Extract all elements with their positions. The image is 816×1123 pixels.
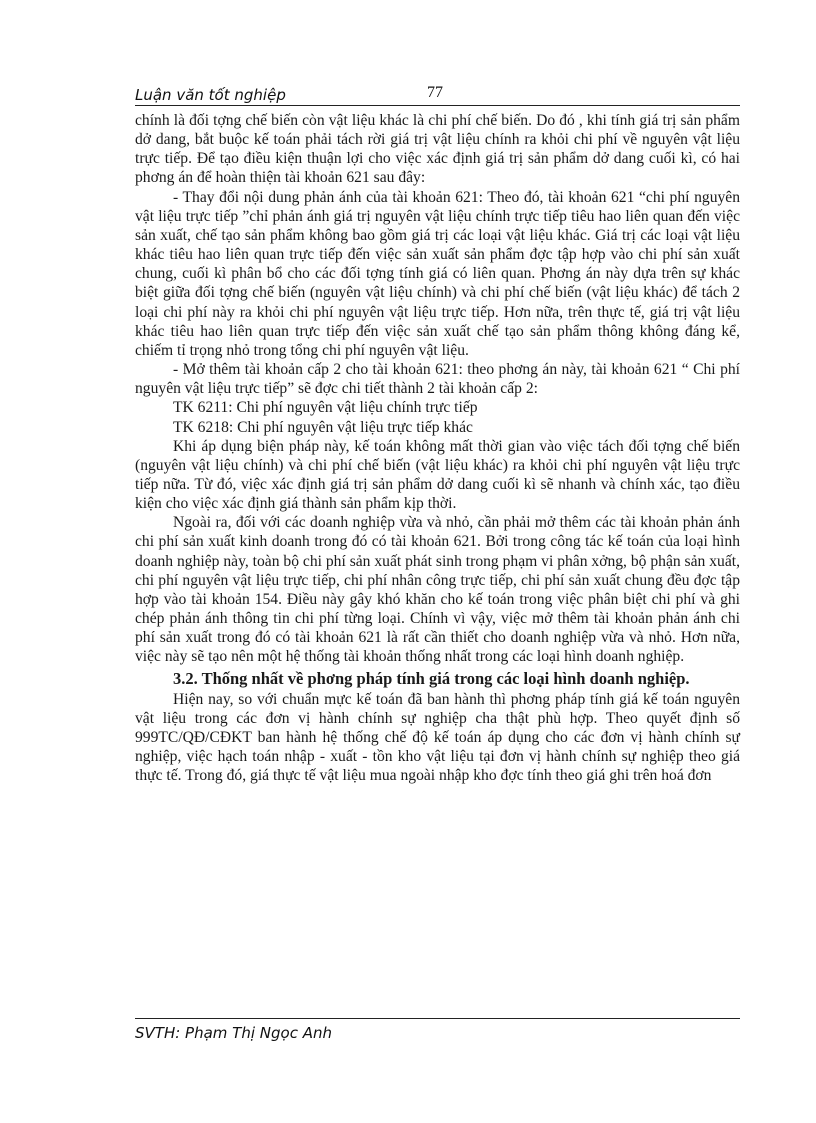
paragraph: - Mở thêm tài khoản cấp 2 cho tài khoản 621: theo phơng án này, tài khoản 621 “ Chi phí nguyên vật liệu trực tiếp” sẽ đợc chi tiết thành 2 tài khoản cấp 2: (135, 361, 740, 398)
paragraph: chính là đối tợng chế biến còn vật liệu khác là chi phí chế biến. Do đó , khi tính giá trị sản phẩm dở dang, bắt buộc kế toán phải tách rời giá trị vật liệu chính ra khỏi chi phí về nguyên vật liệu trực tiếp. Để tạo điều kiện thuận lợi cho việc xác định giá trị sản phẩm dở dang cuối kì, có hai phơng án để hoàn thiện tài khoản 621 sau đây: (135, 112, 740, 187)
page-number: 77 (427, 84, 443, 101)
paragraph: Hiện nay, so với chuẩn mực kế toán đã ban hành thì phơng pháp tính giá kế toán nguyên vật liệu trong các đơn vị hành chính sự nghiệp cha thật phù hợp. Theo quyết định số 999TC/QĐ/CĐKT ban hành hệ thống chế độ kế toán áp dụng cho các đơn vị hành chính sự nghiệp, việc hạch toán nhập - xuất - tồn kho vật liệu tại đơn vị hành chính sự nghiệp theo giá thực tế. Trong đó, giá thực tế vật liệu mua ngoài nhập kho đợc tính theo giá ghi trên hoá đơn (135, 690, 740, 785)
paragraph: Khi áp dụng biện pháp này, kế toán không mất thời gian vào việc tách đối tợng chế biến (nguyên vật liệu chính) và chi phí chế biến (vật liệu khác) ra khỏi chi phí nguyên vật liệu trực tiếp nữa. Từ đó, việc xác định giá trị sản phẩm dở dang cuối kì sẽ nhanh và chính xác, tạo điều kiện cho việc xác định giá thành sản phẩm kịp thời. (135, 437, 740, 513)
paragraph: - Thay đổi nội dung phản ánh của tài khoản 621: Theo đó, tài khoản 621 “chi phí nguyên vật liệu trực tiếp ”chỉ phản ánh giá trị nguyên vật liệu chính trực tiếp tiêu hao liên quan đến việc sản xuất, chế tạo sản phẩm không bao gồm giá trị các loại vật liệu khác. Giá trị các loại vật liệu khác tiêu hao liên quan trực tiếp đến việc sản xuất sản phẩm đợc tập hợp vào chi phí sản xuất chung, cuối kì phân bổ cho các đối tợng tính giá có liên quan. Phơng án này dựa trên sự khác biệt giữa đối tợng chế biến (nguyên vật liệu chính) và chi phí chế biến (vật liệu khác) để tách 2 loại chi phí này ra khỏi chi phí nguyên vật liệu trực tiếp. Hơn nữa, trên thực tế, giá trị vật liệu khác tiêu hao liên quan trực tiếp đến việc sản xuất chế tạo sản phẩm thông không đáng kể, chiếm tỉ trọng nhỏ trong tổng chi phí nguyên vật liệu. (135, 188, 740, 359)
account-line: TK 6211: Chi phí nguyên vật liệu chính trực tiếp (173, 399, 478, 417)
body-text (135, 111, 740, 785)
page-header (135, 86, 740, 104)
paragraph: Ngoài ra, đối với các doanh nghiệp vừa và nhỏ, cần phải mở thêm các tài khoản phản ánh chi phí sản xuất kinh doanh trong đó có tài khoản 621. Bởi trong công tác kế toán của loại hình doanh nghiệp này, toàn bộ chi phí sản xuất phát sinh trong phạm vi phân xởng, bộ phận sản xuất, chi phí nguyên vật liệu trực tiếp, chi phí nhân công trực tiếp, chi phí sản xuất chung đều đợc tập hợp vào tài khoản 154. Điều này gây khó khăn cho kế toán trong việc phân biệt chi phí và ghi chép phản ánh thông tin chi phí từng loại. Chính vì vậy, việc mở thêm tài khoản phản ánh chi phí sản xuất trong đó có tài khoản 621 là rất cần thiết cho doanh nghiệp vừa và nhỏ. Hơn nữa, việc này sẽ tạo nên một hệ thống tài khoản thống nhất trong các loại hình doanh nghiệp. (135, 514, 740, 666)
header-title: Luận văn tốt nghiệp (135, 86, 286, 104)
footer-author: SVTH: Phạm Thị Ngọc Anh (135, 1024, 332, 1042)
section-heading: 3.2. Thống nhất về phơng pháp tính giá trong các loại hình doanh nghiệp. (173, 668, 690, 688)
header-divider (135, 105, 740, 106)
account-line: TK 6218: Chi phí nguyên vật liệu trực tiếp khác (173, 418, 473, 436)
footer-divider (135, 1018, 740, 1019)
